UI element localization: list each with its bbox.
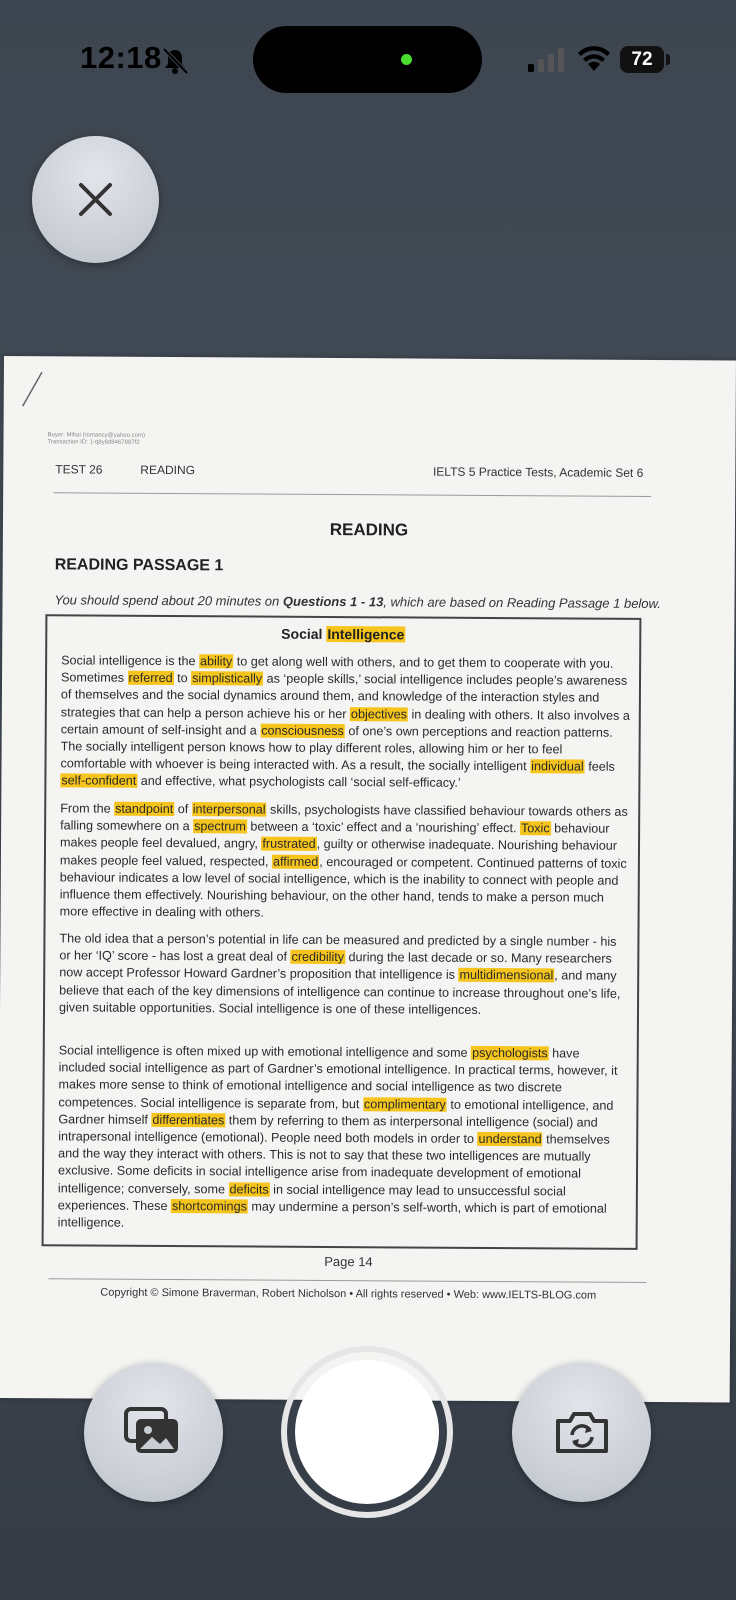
camera-indicator-dot xyxy=(401,54,412,65)
paragraph-text: of one’s own perceptions and reaction patterns. The socially intelligent person knows how to play different roles, allowing him or her to feel comfortable with whoever is being interacted with. As a result, the socially intelligent xyxy=(60,723,613,774)
highlighted-word: psychologists xyxy=(472,1045,548,1061)
camera-flip-icon xyxy=(554,1409,610,1455)
header-book: IELTS 5 Practice Tests, Academic Set 6 xyxy=(432,464,644,480)
highlighted-word: self-confident xyxy=(61,773,137,789)
paragraph-text: to xyxy=(173,671,192,686)
buyer-info xyxy=(47,432,145,447)
highlighted-word: affirmed xyxy=(273,854,319,869)
paragraph xyxy=(60,800,631,924)
highlighted-word: multidimensional xyxy=(459,968,554,983)
highlighted-word: understand xyxy=(478,1131,542,1147)
close-button[interactable] xyxy=(32,136,159,263)
paragraph-text: to emotional intelligence, and Gardner himself xyxy=(58,1097,614,1127)
bell-slash-icon xyxy=(160,46,190,76)
highlighted-word: standpoint xyxy=(115,801,174,817)
paragraph-text: during the last decade or so. Many researchers now accept Professor Howard Gardner’s proposition that intelligence is xyxy=(59,950,612,983)
passage-box xyxy=(42,614,642,1250)
instruction-bold: Questions 1 - 13 xyxy=(282,593,384,610)
instruction-post: , which are based on Reading Passage 1 below. xyxy=(383,594,661,612)
paragraph-text: them by referring to them as interpersonal intelligence (social) and intrapersonal intelligence (emotional). People need both models in order to xyxy=(58,1113,598,1146)
paragraph-text: behaviour makes people feel devalued, angry, xyxy=(59,821,610,851)
paragraph-text: in dealing with others. It also involves a certain amount of self-insight and a xyxy=(60,707,630,738)
highlighted-word: Toxic xyxy=(520,821,550,836)
highlighted-word: objectives xyxy=(350,706,408,722)
highlighted-word: ability xyxy=(200,654,233,669)
paragraph-text: skills, psychologists have classified behaviour towards others as falling somewhere on a xyxy=(60,802,628,834)
shutter-button[interactable] xyxy=(295,1360,439,1504)
paragraph-text: in social intelligence may lead to unsuccessful social experiences. These xyxy=(57,1182,566,1213)
paragraph-text: as ‘people skills,’ social intelligence includes people’s awareness of themselves and the social dynamics around them, and knowledge of the interaction styles and strategies that can help a person achieve his or her xyxy=(60,671,628,721)
highlighted-word: simplistically xyxy=(192,671,263,686)
photo-gallery-icon xyxy=(124,1407,180,1457)
paragraph-text: feels xyxy=(584,759,615,774)
highlighted-word: consciousness xyxy=(261,723,344,738)
passage-title-highlight: Intelligence xyxy=(327,625,405,643)
highlighted-word: complimentary xyxy=(363,1096,446,1112)
paragraph-text: Social intelligence is the xyxy=(61,653,200,669)
wifi-icon xyxy=(577,45,611,73)
paragraph-text: of xyxy=(174,802,192,817)
close-icon xyxy=(75,179,116,220)
battery-icon: 72 xyxy=(620,46,664,73)
highlighted-word: frustrated xyxy=(262,836,316,852)
pencil-mark xyxy=(20,368,46,408)
gallery-button[interactable] xyxy=(84,1363,223,1502)
highlighted-word: interpersonal xyxy=(192,802,266,817)
paragraph-text: Social intelligence is often mixed up with emotional intelligence and some xyxy=(58,1043,472,1060)
paragraph-text: between a ‘toxic’ effect and a ‘nourishing’ effect. xyxy=(246,819,521,836)
paragraph xyxy=(60,652,631,793)
paragraph xyxy=(59,930,630,1019)
paragraph-text: themselves and the way they interact with others. This is not to say that these two intelligences are mutually exclusive. Some deficits in social intelligence arise from inadequate development of emotional intelligence; conversely, some xyxy=(57,1132,610,1197)
highlighted-word: credibility xyxy=(291,949,345,965)
document-title: READING xyxy=(329,519,409,540)
paragraph-text: may undermine a person’s self-worth, which is part of emotional intelligence. xyxy=(57,1199,607,1230)
flip-camera-button[interactable] xyxy=(512,1363,651,1502)
instruction-pre: You should spend about 20 minutes on xyxy=(54,592,283,609)
highlighted-word: differentiates xyxy=(152,1112,225,1128)
paragraph-text: , guilty or otherwise inadequate. Nourishing behaviour makes people feel valued, respected, xyxy=(59,837,618,869)
header-section: READING xyxy=(140,462,196,478)
paragraph-text: , encouraged or competent. Continued patterns of toxic behaviour indicates a low level of social intelligence, which is the inability to connect with people and influence them effectively. Nourishing behaviour, on the other hand, tends to make a person much more effective in dealing with others. xyxy=(59,854,627,920)
highlighted-word: shortcomings xyxy=(171,1198,247,1214)
copyright: Copyright © Simone Braverman, Robert Nicholson • All rights reserved • Web: www.IELTS-BLOG.com xyxy=(100,1286,597,1302)
paragraph-text: to get along well with others, and to get them to cooperate with you. Sometimes xyxy=(60,654,614,685)
paragraph-text: , and many believe that each of the key dimensions of intelligence can continue to increase throughout one’s life, given suitable opportunities. Social intelligence is one of these intelligences. xyxy=(58,968,621,1017)
highlighted-word: referred xyxy=(128,670,173,686)
signal-icon xyxy=(527,47,567,73)
footer-divider xyxy=(48,1278,646,1283)
status-time: 12:18 xyxy=(80,40,162,75)
buyer-line: Buyer: Mihai (romancy@yahoo.com) xyxy=(47,432,146,439)
status-bar xyxy=(0,0,736,120)
battery-tip xyxy=(666,54,670,65)
instruction xyxy=(54,592,660,611)
transaction-line: Transaction ID: 1-q8y8d8467887f2 xyxy=(47,439,140,446)
passage-title-a: Social xyxy=(281,625,327,642)
paragraph-text: The old idea that a person’s potential in life can be measured and predicted by a single number - his or her ‘IQ’ score - has lost a great deal of xyxy=(59,931,617,964)
paragraph-text: have included social intelligence as part of Gardner’s emotional intelligence. In practical terms, however, it makes more sense to think of emotional intelligence and social intelligence as two discrete competences. Social intelligence is separate from, but xyxy=(58,1046,618,1111)
page-number: Page 14 xyxy=(324,1253,373,1270)
passage-heading: READING PASSAGE 1 xyxy=(54,556,224,575)
paragraph-text: From the xyxy=(60,801,115,816)
paragraph-text: and effective, what psychologists call ‘social self-efficacy.’ xyxy=(137,774,461,791)
highlighted-word: deficits xyxy=(229,1182,269,1197)
paragraph xyxy=(58,1042,629,1235)
dynamic-island xyxy=(253,26,482,93)
header-divider xyxy=(53,492,651,497)
scanned-document xyxy=(0,356,736,1402)
passage-title xyxy=(47,624,639,644)
header-test: TEST 26 xyxy=(55,462,103,477)
highlighted-word: spectrum xyxy=(194,819,246,834)
highlighted-word: individual xyxy=(531,759,584,774)
